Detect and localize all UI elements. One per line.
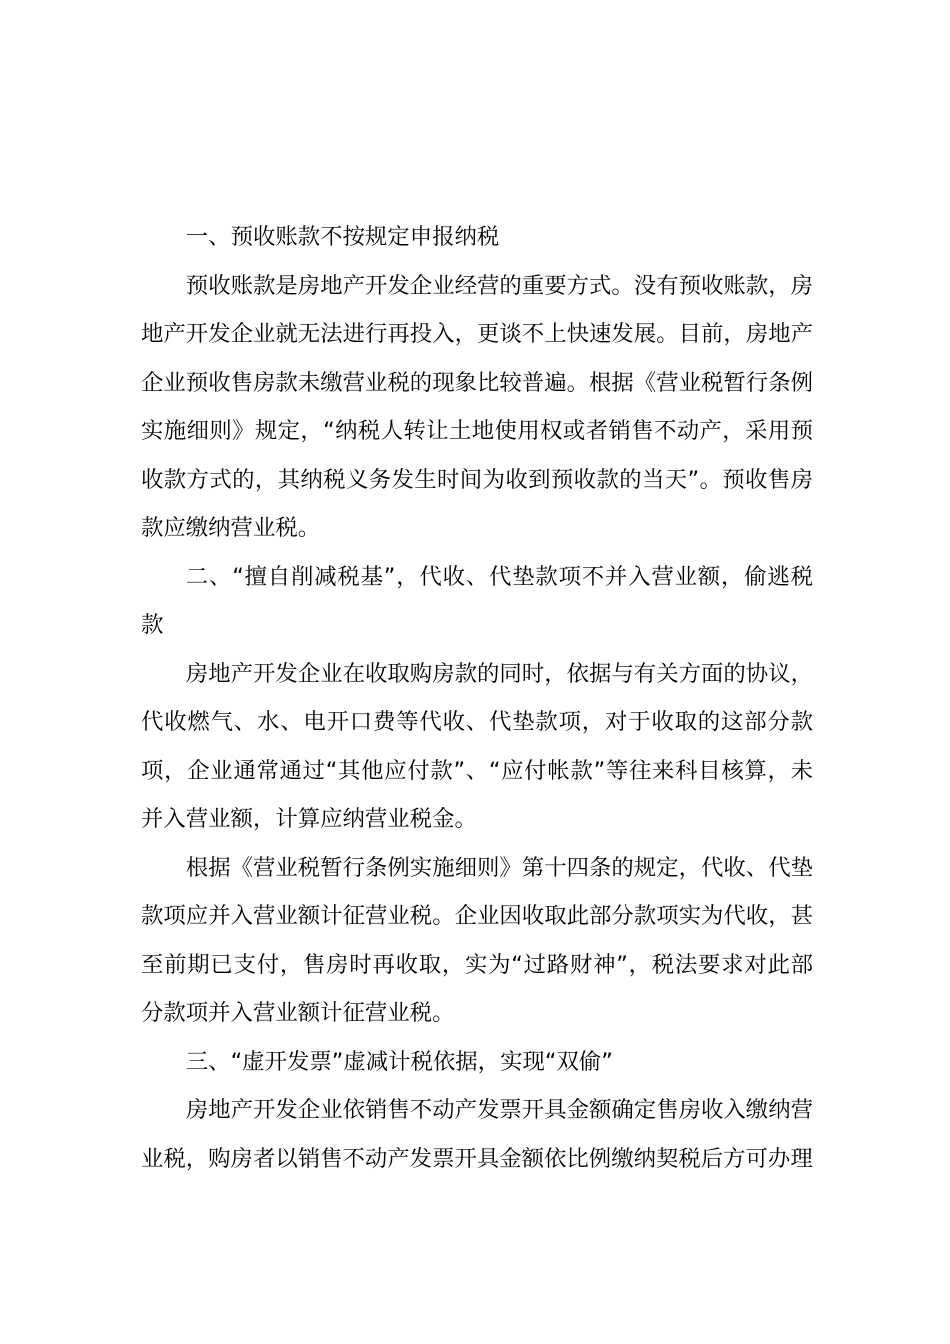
section-heading-3: 三、“虚开发票”虚减计税依据，实现“双偷”: [185, 1048, 613, 1075]
section-heading-1: 一、预收账款不按规定申报纳税: [185, 224, 500, 250]
body-paragraph: 预收账款是房地产开发企业经营的重要方式。没有预收账款，房地产开发企业就无法进行再投入，更谈不上快速发展。目前，房地产企业预收售房款未缴营业税的现象比较普遍。根据《营业税暂行条例实施细则》规定，“纳税人转让土地使用权或者销售不动产，采用预收款方式的，其纳税义务发生时间为收到预收款的当天”。预收售房款应缴纳营业税。: [141, 272, 813, 541]
body-paragraph: 房地产开发企业依销售不动产发票开具金额确定售房收入缴纳营业税，购房者以销售不动产发票开具金额依比例缴纳契税后方可办理: [141, 1097, 813, 1172]
document-body: [141, 213, 813, 1183]
section-heading-2: 二、“擅自削减税基”，代收、代垫款项不并入营业额，偷逃税款: [141, 563, 813, 638]
body-paragraph: 根据《营业税暂行条例实施细则》第十四条的规定，代收、代垫款项应并入营业额计征营业税。企业因收取此部分款项实为代收，甚至前期已支付，售房时再收取，实为“过路财神”，税法要求对此部分款项并入营业额计征营业税。: [141, 854, 813, 1026]
body-paragraph: 房地产开发企业在收取购房款的同时，依据与有关方面的协议，代收燃气、水、电开口费等代收、代垫款项，对于收取的这部分款项，企业通常通过“其他应付款”、“应付帐款”等往来科目核算，未并入营业额，计算应纳营业税金。: [141, 660, 813, 832]
